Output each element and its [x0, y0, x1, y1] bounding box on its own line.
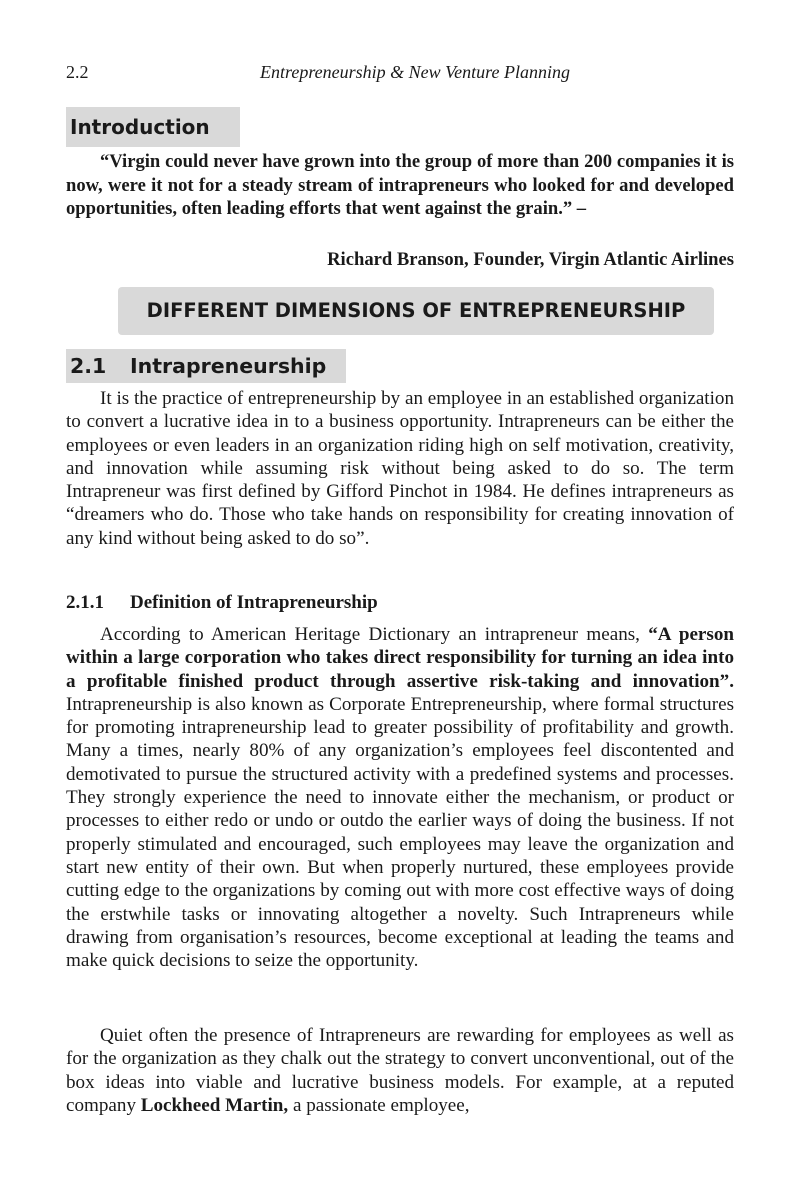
- branson-quote: “Virgin could never have grown into the group of more than 200 companies it is now, were it not for a steady stream of intrapreneurs who looked for and developed opportunities, often leading efforts that went against the grain.” –: [66, 151, 734, 220]
- quote-attribution: Richard Branson, Founder, Virgin Atlantic Airlines: [327, 249, 734, 270]
- example-paragraph-lead: Quiet often the presence of Intrapreneurs are rewarding for employees as well as for the organization as they chalk out the strategy to convert unconventional, out of the box ideas into viable and lucrative business models. For example, at a reputed company: [66, 1025, 734, 1116]
- definition-paragraph-body: Intrapreneurship is also known as Corporate Entrepreneurship, where formal structures for promoting intrapreneurship lead to greater possibility of profitability and growth. Many a times, nearly 80% of any organization’s employees feel discontented and demotivated to pursue the structured activity with a predefined systems and processes. They strongly experience the need to innovate either the mechanism, or product or processes to either redo or undo or outdo the earlier ways of doing the business. If not properly stimulated and encouraged, such employees may leave the organization and start new entity of their own. But when properly nurtured, these employees provide cutting edge to the organizations by coming out with more cost effective ways of doing the erstwhile tasks or innovating altogether a novelty. Such Intrapreneurs while drawing from organisation’s resources, become exceptional at leading the teams and make quick decisions to seize the opportunity.: [66, 693, 734, 972]
- subsection-number: 2.1: [70, 354, 107, 378]
- subsection-title: Intrapreneurship: [130, 354, 327, 378]
- page-number: 2.2: [66, 62, 89, 82]
- example-paragraph: [66, 1024, 734, 1117]
- definition-paragraph: [66, 623, 734, 972]
- definition-heading: [66, 590, 378, 616]
- definition-number: 2.1.1: [66, 592, 104, 613]
- section-banner: DIFFERENT DIMENSIONS OF ENTREPRENEURSHIP: [118, 287, 714, 335]
- definition-title: Definition of Intrapreneurship: [130, 592, 378, 613]
- intrapreneurship-paragraph: It is the practice of entrepreneurship by an employee in an established organization to convert a lucrative idea in to a business opportunity. Intrapreneurs can be either the employees or even leaders in an organization riding high on self motivation, creativity, and innovation while assuming risk without being asked to do so. The term Intrapreneur was first defined by Gifford Pinchot in 1984. He defines intrapreneurs as “dreamers who do. Those who take hands on responsibility for creating innovation of any kind without being asked to do so”.: [66, 388, 734, 549]
- subsection-heading: [66, 349, 346, 383]
- example-paragraph-tail: a passionate employee,: [288, 1094, 470, 1116]
- running-header: [66, 62, 734, 86]
- company-name: Lockheed Martin,: [140, 1094, 289, 1116]
- running-title: Entrepreneurship & New Venture Planning: [260, 62, 570, 82]
- dictionary-definition: “A person within a large corporation who takes direct responsibility for turning an idea into a profitable finished product through assertive risk-taking and innovation”.: [66, 624, 734, 692]
- definition-paragraph-lead: According to American Heritage Dictionary an intrapreneur means,: [100, 624, 649, 645]
- introduction-heading: Introduction: [66, 107, 240, 147]
